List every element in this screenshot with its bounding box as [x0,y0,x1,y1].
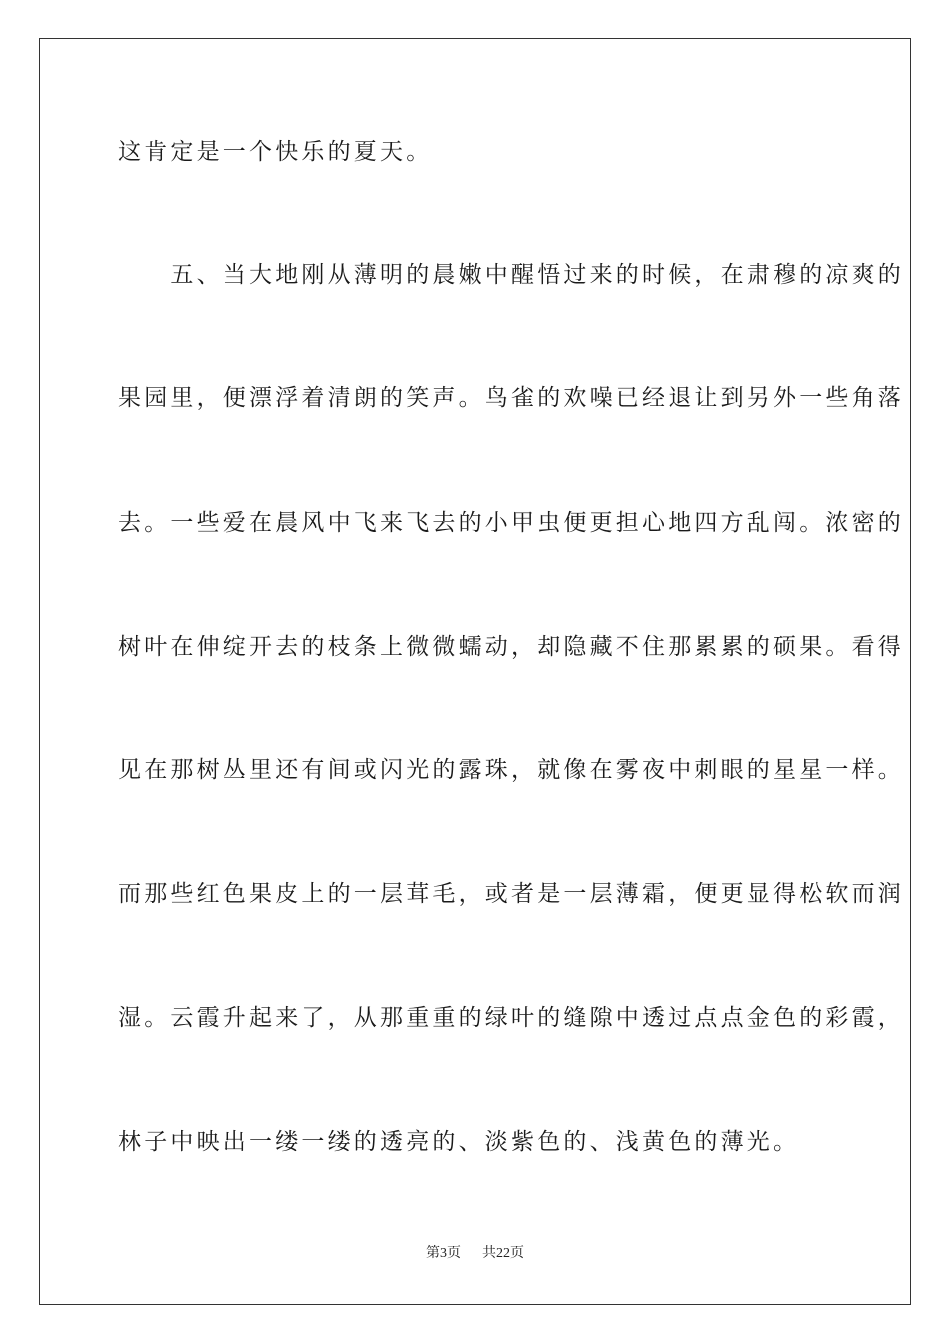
text-line: 林子中映出一缕一缕的透亮的、淡紫色的、浅黄色的薄光。 [118,1129,800,1155]
text-line: 见在那树丛里还有间或闪光的露珠，就像在雾夜中刺眼的星星一样。 [118,757,904,783]
text-line: 而那些红色果皮上的一层茸毛，或者是一层薄霜，便更显得松软而润 [118,881,904,907]
text-line: 五、当大地刚从薄明的晨嫩中醒悟过来的时候，在肃穆的凉爽的 [118,262,904,288]
text-line: 去。一些爱在晨风中飞来飞去的小甲虫便更担心地四方乱闯。浓密的 [118,510,904,536]
page-footer [0,1245,950,1263]
page-border [39,38,911,1305]
page-number: 第3页 [426,1246,461,1261]
page-total: 共22页 [482,1246,524,1261]
text-line: 湿。云霞升起来了，从那重重的绿叶的缝隙中透过点点金色的彩霞， [118,1005,904,1031]
text-line: 树叶在伸绽开去的枝条上微微蠕动，却隐藏不住那累累的硕果。看得 [118,634,904,660]
text-line: 这肯定是一个快乐的夏天。 [118,139,433,165]
text-line: 果园里，便漂浮着清朗的笑声。鸟雀的欢噪已经退让到另外一些角落 [118,385,904,411]
